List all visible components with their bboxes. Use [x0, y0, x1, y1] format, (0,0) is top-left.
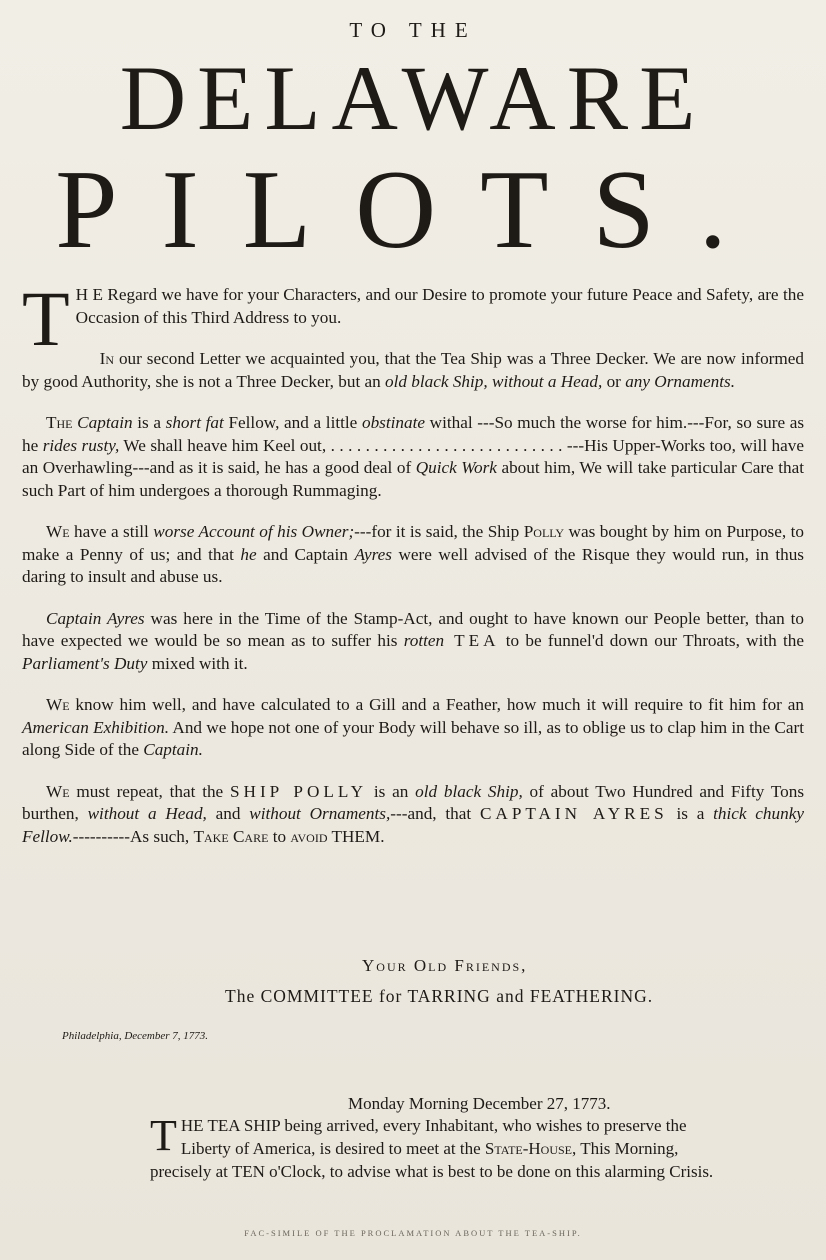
- facsimile-caption: FAC-SIMILE OF THE PROCLAMATION ABOUT THE TEA-SHIP.: [244, 1228, 582, 1238]
- p7-lead: We: [46, 781, 70, 801]
- p6-it1: American Exhibition.: [22, 717, 170, 737]
- paragraph-3: [22, 412, 804, 502]
- p4-t4: and Captain: [256, 544, 355, 564]
- paragraph-1-text: H E Regard we have for your Characters, and our Desire to promote your future Peace and Safety, are the Occasion of this Third Address to you.: [75, 285, 804, 327]
- p4-lead: We: [46, 522, 70, 541]
- p7-it2: without a Head,: [87, 804, 207, 823]
- p7-t6: is a: [667, 804, 714, 823]
- p4-it3: Ayres: [354, 544, 392, 564]
- title-pilots: PILOTS.: [55, 148, 771, 272]
- p7-t9: THEM.: [327, 826, 385, 846]
- proclamation-date: Monday Morning December 27, 1773.: [348, 1094, 611, 1113]
- p7-it3: without Ornaments,: [249, 804, 391, 823]
- p4-t3: was bought by him on Purpose, to make a Penny of us; and that: [22, 522, 804, 564]
- p7-t2: is an: [367, 781, 416, 801]
- p3-t2: Fellow, and a little: [223, 413, 362, 432]
- p6-t1: know him well, and have calculated to a Gill and a Feather, how much it will require to fit him for an: [69, 695, 804, 714]
- p3-t4: We shall heave him Keel out, . . . . . . . . . . . . . . . . . . . . . . . . . . . ---His Upper-Works too, will have an Overhawling---and as it is said, he has a good deal of: [22, 435, 804, 477]
- drop-cap: T: [22, 275, 70, 362]
- p3-t3: withal ---So much the worse for him.---For, so sure as he: [22, 413, 805, 455]
- p3-t1: is a: [132, 413, 166, 432]
- proclamation-drop-cap: T: [150, 1111, 177, 1160]
- p2-text1: our second Letter we acquainted you, that the Tea Ship was a Three Decker. We are now informed by good Authority, she is not a Three Decker, but an: [22, 349, 804, 391]
- paragraph-7: [22, 781, 804, 849]
- p4-t1: have a still: [69, 522, 154, 541]
- p5-it1: Captain Ayres: [46, 608, 145, 628]
- proclamation-t2: This Morning, precisely at TEN o'Clock, to advise what is best to be done on this alarming Crisis.: [150, 1139, 714, 1181]
- p7-sp2: CAPTAIN AYRES: [479, 804, 668, 823]
- paragraph-2: [22, 348, 804, 393]
- p5-t3: mixed with it.: [147, 653, 248, 673]
- p2-text2: or: [602, 371, 626, 391]
- p4-t5: were well advised of the Risque they would run, in thus daring to insult and abuse us.: [22, 544, 804, 586]
- p6-it2: Captain.: [143, 740, 203, 759]
- p7-t7: ----------As such,: [72, 826, 194, 846]
- place-date: Philadelphia, December 7, 1773.: [62, 1030, 209, 1042]
- p5-t1: was here in the Time of the Stamp-Act, and ought to have known our People better, than to have expected we would be so mean as to suffer his: [22, 608, 804, 650]
- title-delaware: DELAWARE: [119, 47, 707, 149]
- p5-t2: to be funnel'd down our Throats, with the: [499, 631, 804, 650]
- p4-sc1: Polly: [523, 522, 565, 541]
- letter-body: [22, 275, 805, 867]
- p7-t4: and: [206, 804, 250, 823]
- p3-it5: Quick Work: [415, 458, 497, 477]
- p5-it2: rotten: [403, 631, 445, 650]
- proclamation-t1: HE TEA SHIP being arrived, every Inhabitant, who wishes to preserve the Liberty of America, is desired to meet at the: [180, 1116, 687, 1158]
- p3-it3: obstinate: [361, 413, 425, 432]
- p4-it2: he: [240, 544, 257, 564]
- p3-t5: about him, We will take particular Care that such Part of him undergoes a thorough Rummaging.: [22, 458, 804, 500]
- p7-sp1: SHIP POLLY: [229, 781, 368, 801]
- p4-t2: ---for it is said, the Ship: [354, 522, 524, 541]
- p3-it4: rides rusty,: [42, 435, 120, 455]
- p7-t1: must repeat, that the: [69, 781, 230, 801]
- p5-it3: Parliament's Duty: [22, 653, 148, 673]
- p7-it4: thick chunky Fellow.: [22, 804, 804, 846]
- header-to-the: TO THE: [349, 18, 477, 42]
- p7-sc2: avoid: [290, 826, 328, 846]
- p3-it1: Captain: [77, 413, 133, 432]
- p2-it2: any Ornaments.: [625, 371, 735, 391]
- paragraph-5: [22, 608, 804, 676]
- p3-it2: short fat: [165, 413, 224, 432]
- p6-lead: We: [46, 695, 70, 714]
- p3-lead: The: [46, 413, 73, 432]
- p7-t5: ---and, that: [390, 804, 480, 823]
- p2-lead: In: [99, 349, 115, 368]
- proclamation-sc1: State-House,: [484, 1139, 577, 1158]
- signature-greeting: Your Old Friends,: [362, 956, 528, 975]
- p6-t2: And we hope not one of your Body will behave so ill, as to oblige us to clap him in the Cart along Side of the: [22, 717, 804, 759]
- p5-sp1: TEA: [444, 631, 500, 650]
- proclamation-text: [150, 1111, 735, 1183]
- p7-t8: to: [268, 826, 291, 846]
- p7-t3: of about Two Hundred and Fifty Tons burthen,: [22, 781, 805, 823]
- p2-it1: old black Ship, without a Head,: [385, 371, 603, 391]
- paragraph-4: [22, 521, 804, 589]
- p7-it1: old black Ship,: [415, 781, 523, 801]
- p7-sc1: Take Care: [193, 826, 269, 846]
- p4-it1: worse Account of his Owner;: [153, 522, 355, 541]
- signature-committee: The COMMITTEE for TARRING and FEATHERING.: [225, 986, 654, 1006]
- paragraph-6: [22, 694, 804, 762]
